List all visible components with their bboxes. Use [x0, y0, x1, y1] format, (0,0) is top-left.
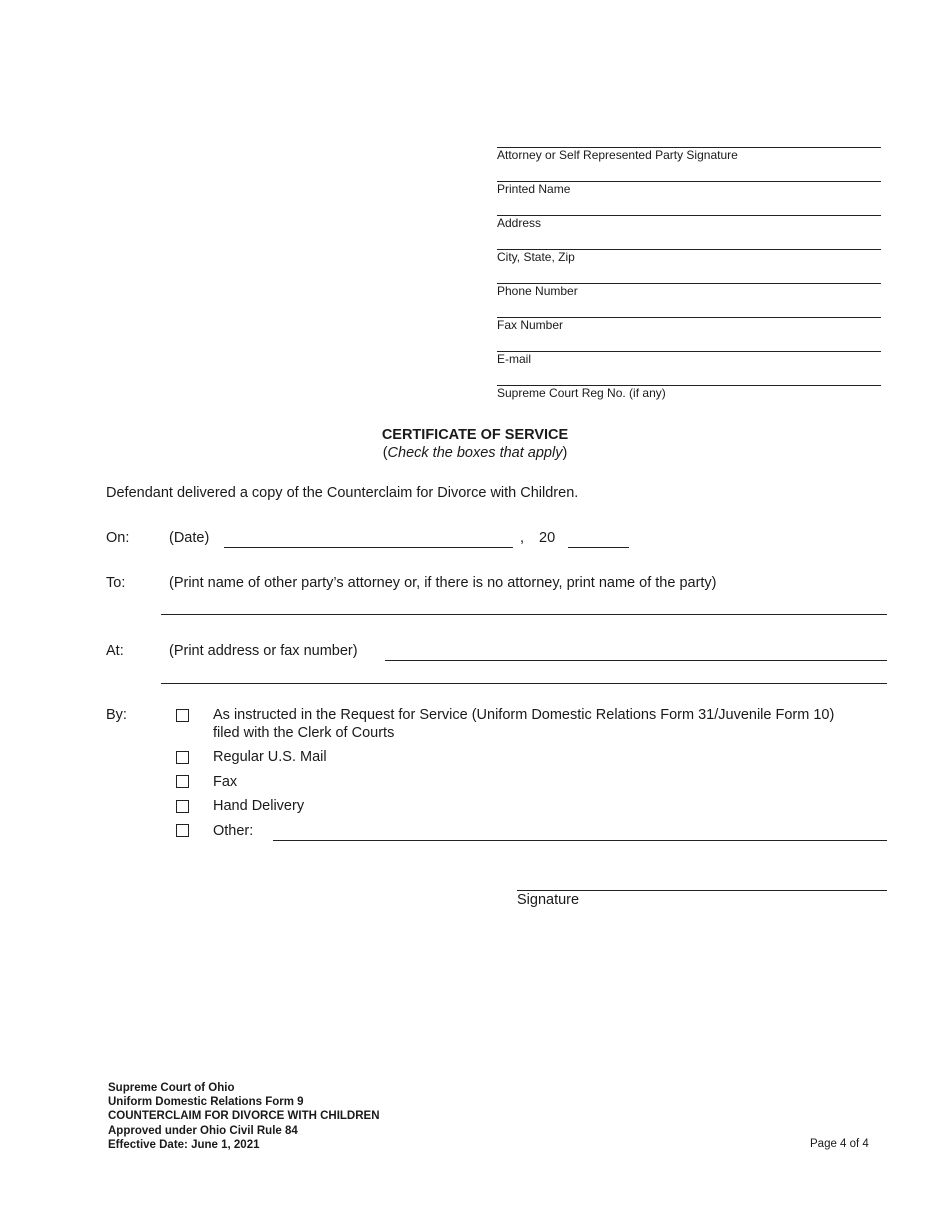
- to-instruction: (Print name of other party’s attorney or, if there is no attorney, print name of the party): [169, 575, 717, 591]
- reg-no-field[interactable]: [497, 369, 881, 403]
- regular-mail-checkbox[interactable]: [176, 751, 189, 764]
- field-label: E-mail: [497, 352, 532, 366]
- request-for-service-option: As instructed in the Request for Service (Uniform Domestic Relations Form 31/Juvenile Form 10): [213, 707, 835, 723]
- signature-label: Signature: [517, 892, 580, 908]
- date-label: (Date): [169, 530, 210, 546]
- fax-checkbox[interactable]: [176, 775, 189, 788]
- delivery-statement: Defendant delivered a copy of the Counterclaim for Divorce with Children.: [106, 485, 579, 501]
- city-state-zip-field[interactable]: [497, 233, 881, 267]
- footer-line: Effective Date: June 1, 2021: [108, 1138, 260, 1151]
- year-century: 20: [539, 530, 556, 546]
- form-footer: [108, 1081, 380, 1152]
- fax-number-field[interactable]: [497, 301, 881, 335]
- subtitle-instruction: Check the boxes that apply: [387, 445, 563, 461]
- by-label: By:: [106, 707, 127, 723]
- date-comma: ,: [520, 530, 525, 546]
- other-input-line[interactable]: [273, 840, 887, 841]
- to-label: To:: [106, 575, 126, 591]
- email-field[interactable]: [497, 335, 881, 369]
- hand-delivery-option: Hand Delivery: [213, 798, 305, 814]
- request-for-service-checkbox[interactable]: [176, 709, 189, 722]
- certificate-title: CERTIFICATE OF SERVICE: [381, 427, 569, 443]
- at-instruction: (Print address or fax number): [169, 643, 358, 659]
- paren-close: ): [562, 445, 568, 461]
- paren-open: (: [382, 445, 388, 461]
- signature-block: [497, 131, 881, 403]
- at-label: At:: [106, 643, 124, 659]
- printed-name-field[interactable]: [497, 165, 881, 199]
- footer-line: Supreme Court of Ohio: [108, 1082, 235, 1094]
- field-label: City, State, Zip: [497, 250, 575, 264]
- field-label: Printed Name: [497, 182, 571, 196]
- footer-line: Uniform Domestic Relations Form 9: [108, 1096, 304, 1109]
- on-label: On:: [106, 530, 130, 546]
- regular-mail-option: Regular U.S. Mail: [213, 749, 327, 765]
- other-checkbox[interactable]: [176, 824, 189, 837]
- year-input-line[interactable]: [568, 547, 629, 548]
- recipient-name-line[interactable]: [161, 614, 887, 615]
- field-label: Attorney or Self Represented Party Signature: [497, 148, 738, 162]
- phone-number-field[interactable]: [497, 267, 881, 301]
- request-for-service-option-cont: filed with the Clerk of Courts: [213, 725, 395, 741]
- signature-line[interactable]: [517, 890, 887, 891]
- fax-option: Fax: [213, 774, 238, 790]
- date-input-line[interactable]: [224, 547, 513, 548]
- field-label: Fax Number: [497, 318, 564, 332]
- address-field[interactable]: [497, 199, 881, 233]
- field-label: Address: [497, 216, 542, 230]
- address-input-line[interactable]: [385, 660, 887, 661]
- certificate-subtitle: [0, 445, 950, 461]
- footer-line: COUNTERCLAIM FOR DIVORCE WITH CHILDREN: [108, 1110, 380, 1123]
- field-line[interactable]: [497, 215, 881, 216]
- hand-delivery-checkbox[interactable]: [176, 800, 189, 813]
- address-input-line-2[interactable]: [161, 683, 887, 684]
- footer-line: Approved under Ohio Civil Rule 84: [108, 1124, 298, 1137]
- page-number: Page 4 of 4: [810, 1138, 869, 1150]
- signature-field[interactable]: [497, 131, 881, 165]
- field-label: Supreme Court Reg No. (if any): [497, 386, 666, 400]
- other-option: Other:: [213, 823, 254, 839]
- field-line[interactable]: [497, 351, 881, 352]
- field-label: Phone Number: [497, 284, 578, 298]
